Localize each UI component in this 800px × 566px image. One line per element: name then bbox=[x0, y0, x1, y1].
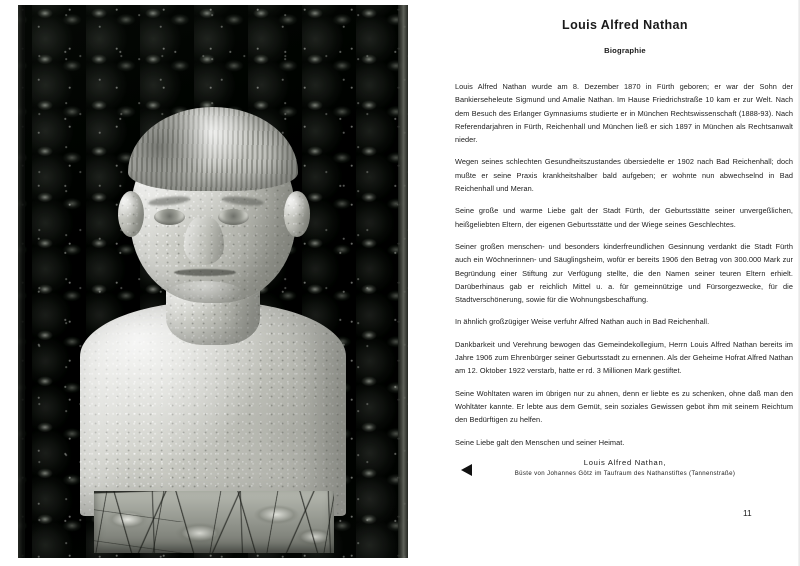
bust-ear-left bbox=[118, 191, 144, 237]
paragraph: Seine große und warme Liebe galt der Stadt Fürth, der Geburtsstätte seiner unvergeßlichen, heißgeliebten Eltern, der eigenen Geburtsstätte und der Wiege seines Geschlechtes. bbox=[455, 206, 793, 229]
paragraph: Wegen seines schlechten Gesundheitszustandes übersiedelte er 1902 nach Bad Reichenhall; doch mußte er seine Praxis krankheitshalber bald aufgeben; er wohnte nun abwechselnd in Bad Reichenhall und Meran. bbox=[455, 157, 793, 194]
caption-title: Louis Alfred Nathan, bbox=[583, 458, 667, 467]
photo-left-edge-strip bbox=[18, 5, 25, 558]
paragraph: Seine Liebe galt den Menschen und seiner Heimat. bbox=[455, 437, 625, 447]
page-number: 11 bbox=[743, 508, 752, 518]
bust-base-cracks bbox=[94, 491, 334, 553]
bust-ear-right bbox=[284, 191, 310, 237]
paragraph: Seine Wohltaten waren im übrigen nur zu ahnen, denn er liebte es zu schenken, ohne daß man den Wohltäter kannte. Er lebte aus dem Gemüt, sein soziales Gewissen gebot ihm mit seinem Reichtum den Bedürftigen zu helfen. bbox=[455, 388, 793, 425]
bust-chin bbox=[166, 281, 244, 307]
bust-eye-right bbox=[218, 209, 249, 225]
section-subtitle: Biographie bbox=[604, 46, 646, 55]
caption-subtitle: Büste von Johannes Götz im Taufraum des Nathanstiftes (Tannenstraße) bbox=[514, 470, 736, 477]
bust-eye-left bbox=[154, 209, 185, 225]
bust-nose bbox=[184, 217, 224, 265]
bust-mouth bbox=[174, 269, 236, 276]
left-triangle-icon bbox=[461, 464, 472, 476]
page-title: Louis Alfred Nathan bbox=[562, 18, 688, 32]
biography-body bbox=[455, 80, 793, 449]
bust-stone-base bbox=[94, 491, 334, 553]
paragraph: Louis Alfred Nathan wurde am 8. Dezember 1870 in Fürth geboren; er war der Sohn der Bankierseheleute Sigmund und Amalie Nathan. Im Hause Friedrichstraße 10 kam er zur Welt. Nach dem Besuch des Erlanger Gymnasiums studierte er in München Rechtswissenschaft (1888-93). Nach Referendarjahren in Fürth, Reichenhall und München ließ er sich 1897 in München als Rechtsanwalt nieder. bbox=[455, 82, 793, 145]
paragraph: In ähnlich großzügiger Weise verfuhr Alfred Nathan auch in Bad Reichenhall. bbox=[455, 317, 710, 327]
paragraph: Dankbarkeit und Verehrung bewogen das Gemeindekollegium, Herrn Louis Alfred Nathan bereits im Jahre 1906 zum Ehrenbürger seiner Geburtsstadt zu ernennen. Als der Geheime Hofrat Alfred Nathan am 12. Oktober 1922 verstarb, hatte er rd. 3 Millionen Mark gestiftet. bbox=[455, 339, 793, 376]
photo-right-edge-pilaster bbox=[398, 5, 408, 558]
figure-caption bbox=[455, 458, 795, 477]
bust-hair bbox=[128, 107, 298, 191]
bust-photograph bbox=[18, 5, 408, 558]
text-column bbox=[455, 0, 795, 566]
paragraph: Seiner großen menschen- und besonders kinderfreundlichen Gesinnung verdankt die Stadt Fürth auch ein Wöchnerinnen- und Säuglingsheim, wofür er bereits 1906 den Betrag von 300.000 Mark zur Begründung einer Stiftung zur Verfügung stellte, die den Namen seiner teuren Eltern erhielt. Darüberhinaus gab er reichlich Mittel u. a. für gemeinnützige und Fürsorgezwecke, für die Stadtverschönerung, sowie für die Wohnungsbeschaffung. bbox=[455, 241, 793, 305]
bust-sculpture bbox=[74, 105, 352, 558]
